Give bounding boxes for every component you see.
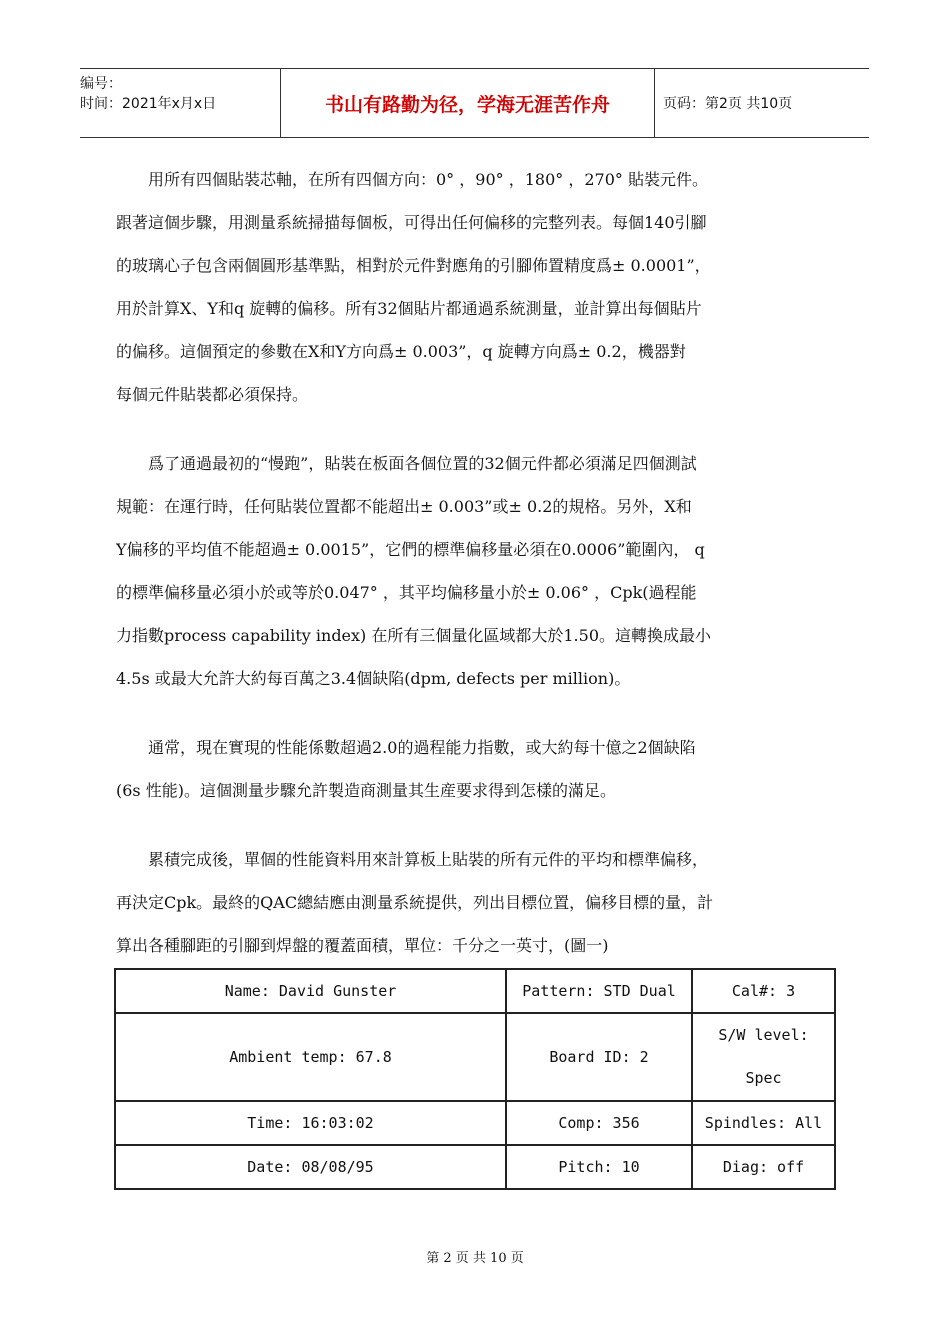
text-line: 跟著這個步驟，用測量系統掃描每個板，可得出任何偏移的完整列表。每個140引腳 xyxy=(116,213,707,232)
paragraph-1 xyxy=(116,158,840,416)
table-row xyxy=(115,969,835,1013)
header-motto: 书山有路勤为径，学海无涯苦作舟 xyxy=(281,69,655,137)
document-body xyxy=(116,158,840,993)
text-line: Y偏移的平均值不能超過± 0.0015”，它們的標準偏移量必須在0.0006”範圍內， q xyxy=(116,540,705,559)
text-line: 用於計算X、Y和q 旋轉的偏移。所有32個貼片都通過系統測量，並計算出每個貼片 xyxy=(116,299,702,318)
sw-level-cell xyxy=(692,1013,835,1101)
table-row xyxy=(115,1013,835,1101)
text-line: 的玻璃心子包含兩個圓形基準點，相對於元件對應角的引腳佈置精度爲± 0.0001”， xyxy=(116,256,711,275)
text-line: 算出各種腳距的引腳到焊盤的覆蓋面積，單位：千分之一英寸，(圖一) xyxy=(116,936,609,955)
header-meta xyxy=(80,69,281,137)
text-line: 每個元件貼裝都必須保持。 xyxy=(116,385,309,404)
text-line: 爲了通過最初的“慢跑”，貼裝在板面各個位置的32個元件都必須滿足四個測試 xyxy=(148,454,697,473)
text-line: 累積完成後，單個的性能資料用來計算板上貼裝的所有元件的平均和標準偏移， xyxy=(148,850,709,869)
sw-level-label: S/W level: xyxy=(718,1026,809,1044)
text-line: 4.5s 或最大允許大約每百萬之3.4個缺陷(dpm, defects per million)。 xyxy=(116,669,631,688)
text-line: 的標準偏移量必須小於或等於0.047° ，其平均偏移量小於± 0.06° ，Cpk(過程能 xyxy=(116,583,697,602)
date-cell: Date: 08/08/95 xyxy=(115,1145,506,1189)
diag-cell: Diag: off xyxy=(692,1145,835,1189)
text-line: 再決定Cpk。最終的QAC總結應由測量系統提供，列出目標位置，偏移目標的量，計 xyxy=(116,893,714,912)
cal-cell: Cal#: 3 xyxy=(692,969,835,1013)
qac-summary-table xyxy=(114,968,836,1190)
pitch-cell: Pitch: 10 xyxy=(506,1145,692,1189)
table-row xyxy=(115,1101,835,1145)
header-page-code: 页码：第2页 共10页 xyxy=(663,96,793,112)
comp-cell: Comp: 356 xyxy=(506,1101,692,1145)
sw-level-value: Spec xyxy=(745,1069,782,1087)
text-line: 的偏移。這個預定的參數在X和Y方向爲± 0.003”，q 旋轉方向爲± 0.2，機器對 xyxy=(116,342,686,361)
name-cell: Name: David Gunster xyxy=(115,969,506,1013)
paragraph-2 xyxy=(116,442,840,700)
text-line: 用所有四個貼裝芯軸，在所有四個方向：0° ，90° ，180° ，270° 貼裝元件。 xyxy=(148,170,708,189)
table-row xyxy=(115,1145,835,1189)
pattern-cell: Pattern: STD Dual xyxy=(506,969,692,1013)
paragraph-4 xyxy=(116,838,840,967)
spindles-cell: Spindles: All xyxy=(692,1101,835,1145)
paragraph-3 xyxy=(116,726,840,812)
page-footer: 第 2 页 共 10 页 xyxy=(426,1251,524,1266)
document-date: 时间：2021年x月x日 xyxy=(80,96,217,112)
document-number-label: 编号： xyxy=(80,76,122,92)
text-line: 規範：在運行時，任何貼裝位置都不能超出± 0.003”或± 0.2的規格。另外，X和 xyxy=(116,497,692,516)
text-line: 通常，現在實現的性能係數超過2.0的過程能力指數，或大約每十億之2個缺陷 xyxy=(148,738,696,757)
board-id-cell: Board ID: 2 xyxy=(506,1013,692,1101)
text-line: (6s 性能)。這個測量步驟允許製造商測量其生産要求得到怎樣的滿足。 xyxy=(116,781,616,800)
ambient-temp-cell: Ambient temp: 67.8 xyxy=(115,1013,506,1101)
page-header xyxy=(80,68,869,138)
time-cell: Time: 16:03:02 xyxy=(115,1101,506,1145)
text-line: 力指數process capability index) 在所有三個量化區域都大於1.50。這轉換成最小 xyxy=(116,626,712,645)
